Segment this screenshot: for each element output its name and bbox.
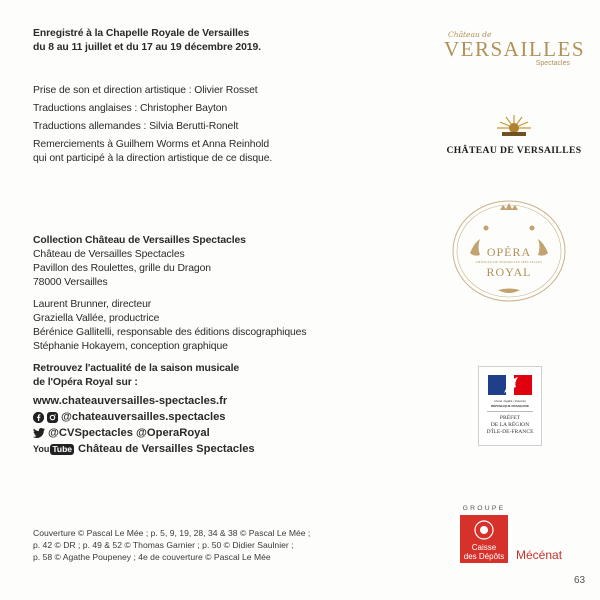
german-translation-credit: Traductions allemandes : Silvia Berutti-Ronelt	[33, 121, 239, 132]
twitter-icon	[33, 428, 45, 438]
cdc-red-box	[460, 515, 508, 563]
address-line: 78000 Versailles	[33, 277, 108, 288]
youtube-icon	[33, 441, 74, 457]
season-line-1: Retrouvez l'actualité de la saison musicale	[33, 363, 240, 374]
website-link[interactable]: www.chateauversailles-spectacles.fr	[33, 395, 228, 407]
opera-logo-bottom-text: ROYAL	[486, 265, 532, 279]
prefet-line: D'ÎLE-DE-FRANCE	[486, 429, 534, 435]
opera-royal-logo	[450, 198, 568, 304]
sun-emblem-icon	[494, 114, 534, 138]
staff-credits	[33, 84, 428, 166]
twitter-handles: @CVSpectacles @OperaRoyal	[48, 427, 210, 439]
twitter-link[interactable]	[33, 425, 428, 441]
opera-logo-top-text: OPÉRA	[486, 245, 532, 259]
credit-line: p. 58 © Agathe Poupeney ; 4e de couverture © Pascal Le Mée	[33, 552, 271, 563]
caisse-des-depots-logo	[460, 505, 600, 563]
season-intro	[33, 362, 428, 390]
left-column	[33, 27, 428, 457]
recording-line-2: du 8 au 11 juillet et du 17 au 19 décembre 2019.	[33, 42, 261, 53]
team-member: Graziella Vallée, productrice	[33, 313, 160, 324]
address-line: Pavillon des Roulettes, grille du Dragon	[33, 263, 211, 274]
season-block	[33, 362, 428, 457]
chateau-logo-text: CHÂTEAU DE VERSAILLES	[446, 145, 582, 156]
youtube-link[interactable]	[33, 441, 428, 457]
vs-logo-spectacles-text: Spectacles	[535, 60, 570, 67]
credit-line: Couverture © Pascal Le Mée ; p. 5, 9, 19, 28, 34 & 38 © Pascal Le Mée ;	[33, 528, 311, 538]
cdc-line-1: Caisse	[471, 543, 497, 552]
versailles-spectacles-logo	[444, 30, 585, 68]
collection-title: Collection Château de Versailles Spectacles	[33, 235, 246, 246]
facebook-icon	[33, 412, 44, 423]
chateau-de-versailles-logo	[440, 114, 588, 156]
logos-column	[430, 0, 600, 600]
opera-logo-sub-text: CHÂTEAU DE VERSAILLES SPECTACLES	[475, 260, 543, 264]
facebook-instagram-handle: @chateauversailles.spectacles	[61, 411, 226, 423]
republic-motto: Liberté • Égalité • Fraternité	[494, 400, 526, 403]
instagram-icon	[47, 412, 58, 423]
credit-line: p. 42 © DR ; p. 49 & 52 © Thomas Garnier ; p. 50 © Didier Saulnier ;	[33, 540, 294, 551]
collection-block	[33, 234, 428, 354]
vs-logo-small-text: Château de	[448, 30, 492, 39]
prefet-idf-logo	[478, 366, 542, 446]
youtube-logo-tube: Tube	[52, 443, 73, 454]
thanks-line-2: qui ont participé à la direction artistique de ce disque.	[33, 153, 273, 164]
vs-logo-main-text: VERSAILLES	[444, 37, 585, 61]
marianne-flag-icon	[488, 375, 532, 395]
groupe-label: GROUPE	[462, 505, 506, 512]
republic-label: RÉPUBLIQUE FRANÇAISE	[490, 404, 529, 408]
recording-info	[33, 27, 428, 55]
cdc-crest-icon	[473, 519, 495, 541]
address-line: Château de Versailles Spectacles	[33, 249, 185, 260]
prefet-text	[479, 415, 541, 436]
youtube-channel: Château de Versailles Spectacles	[78, 443, 255, 455]
cdc-text	[460, 544, 508, 561]
season-line-2: de l'Opéra Royal sur :	[33, 377, 138, 388]
english-translation-credit: Traductions anglaises : Christopher Bayton	[33, 103, 228, 114]
team-member: Laurent Brunner, directeur	[33, 299, 152, 310]
thanks-line-1: Remerciements à Guilhem Worms et Anna Reinhold	[33, 139, 270, 150]
sound-credit: Prise de son et direction artistique : Olivier Rosset	[33, 85, 258, 96]
cdc-line-2: des Dépôts	[463, 551, 505, 561]
youtube-logo-you: You	[33, 444, 50, 454]
prefet-divider	[487, 411, 533, 412]
recording-line-1: Enregistré à la Chapelle Royale de Versailles	[33, 28, 250, 39]
team-member: Stéphanie Hokayem, conception graphique	[33, 341, 228, 352]
facebook-instagram-link[interactable]	[33, 409, 428, 425]
mecenat-label: Mécénat	[516, 548, 563, 562]
prefet-line: PRÉFET	[499, 415, 521, 421]
prefet-line: DE LA RÉGION	[490, 422, 530, 428]
team-member: Bérénice Gallitelli, responsable des éditions discographiques	[33, 327, 307, 338]
photo-credits	[33, 527, 453, 564]
page-number: 63	[574, 575, 586, 586]
